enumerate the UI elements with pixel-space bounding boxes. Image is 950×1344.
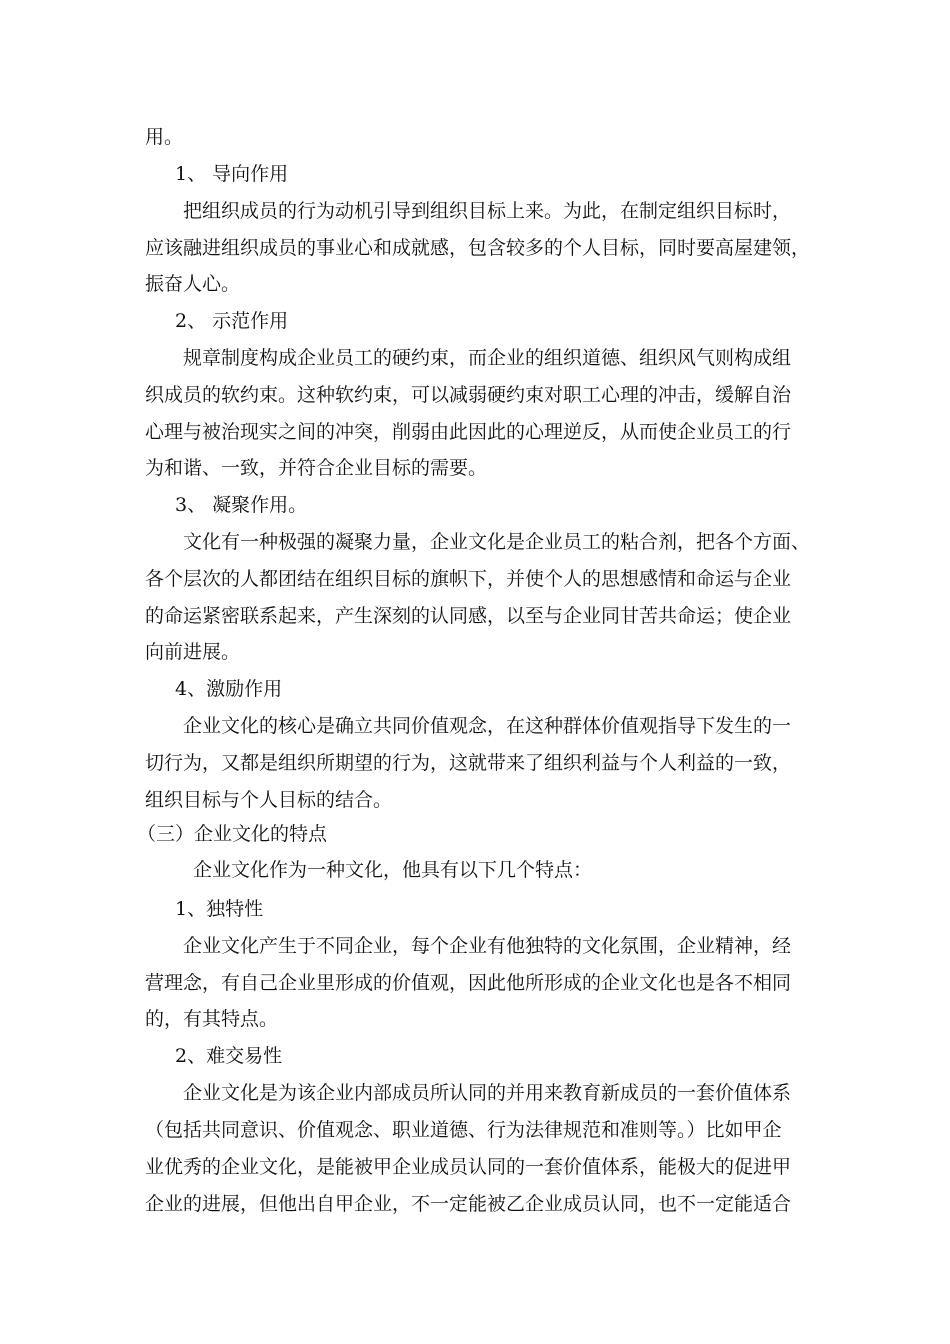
text-line: 向前进展。 xyxy=(145,641,241,663)
section-heading: 1、独特性 xyxy=(175,898,264,920)
text-line: 心理与被治现实之间的冲突，削弱由此因此的心理逆反，从而使企业员工的行 xyxy=(145,421,792,443)
text-line: 为和谐、一致，并符合企业目标的需要。 xyxy=(145,457,488,479)
section-heading: 1、 导向作用 xyxy=(175,163,289,185)
text-line: 规章制度构成企业员工的硬约束，而企业的组织道德、组织风气则构成组 xyxy=(183,347,792,369)
text-line: 切行为，又都是组织所期望的行为，这就带来了组织利益与个人利益的一致， xyxy=(145,752,792,774)
text-line: 企业文化作为一种文化，他具有以下几个特点： xyxy=(193,859,593,881)
text-line: 企业文化产生于不同企业，每个企业有他独特的文化氛围，企业精神，经 xyxy=(183,935,792,957)
text-line: 的命运紧密联系起来，产生深刻的认同感，以至与企业同甘苦共命运；使企业 xyxy=(145,605,792,627)
text-line: （包括共同意识、价值观念、职业道德、行为法律规范和准则等。）比如甲企 xyxy=(145,1119,782,1141)
text-line: 振奋人心。 xyxy=(145,273,241,295)
section-heading: 3、 凝聚作用。 xyxy=(175,494,308,516)
text-line: 业优秀的企业文化，是能被甲企业成员认同的一套价值体系，能极大的促进甲 xyxy=(145,1156,792,1178)
text-line: 用。 xyxy=(145,126,184,148)
text-line: 文化有一种极强的凝聚力量，企业文化是企业员工的粘合剂，把各个方面、 xyxy=(183,531,811,553)
text-line: 织成员的软约束。这种软约束，可以减弱硬约束对职工心理的冲击，缓解自治 xyxy=(145,384,792,406)
text-line: 组织目标与个人目标的结合。 xyxy=(145,789,393,811)
text-line: 企业文化的核心是确立共同价值观念，在这种群体价值观指导下发生的一 xyxy=(183,715,792,737)
section-heading: 4、激励作用 xyxy=(175,678,283,700)
text-line: 营理念，有自己企业里形成的价值观，因此他所形成的企业文化也是各不相同 xyxy=(145,972,792,994)
text-line: 企业的进展，但他出自甲企业，不一定能被乙企业成员认同，也不一定能适合 xyxy=(145,1193,792,1215)
text-line: 把组织成员的行为动机引导到组织目标上来。为此，在制定组织目标时， xyxy=(183,200,792,222)
text-line: 的，有其特点。 xyxy=(145,1008,279,1030)
chapter-heading: （三）企业文化的特点 xyxy=(137,823,328,845)
section-heading: 2、 示范作用 xyxy=(175,310,289,332)
text-line: 各个层次的人都团结在组织目标的旗帜下，并使个人的思想感情和命运与企业 xyxy=(145,568,792,590)
section-heading: 2、难交易性 xyxy=(175,1045,283,1067)
text-line: 应该融进组织成员的事业心和成就感，包含较多的个人目标，同时要高屋建领， xyxy=(145,237,811,259)
text-line: 企业文化是为该企业内部成员所认同的并用来教育新成员的一套价值体系 xyxy=(183,1082,792,1104)
